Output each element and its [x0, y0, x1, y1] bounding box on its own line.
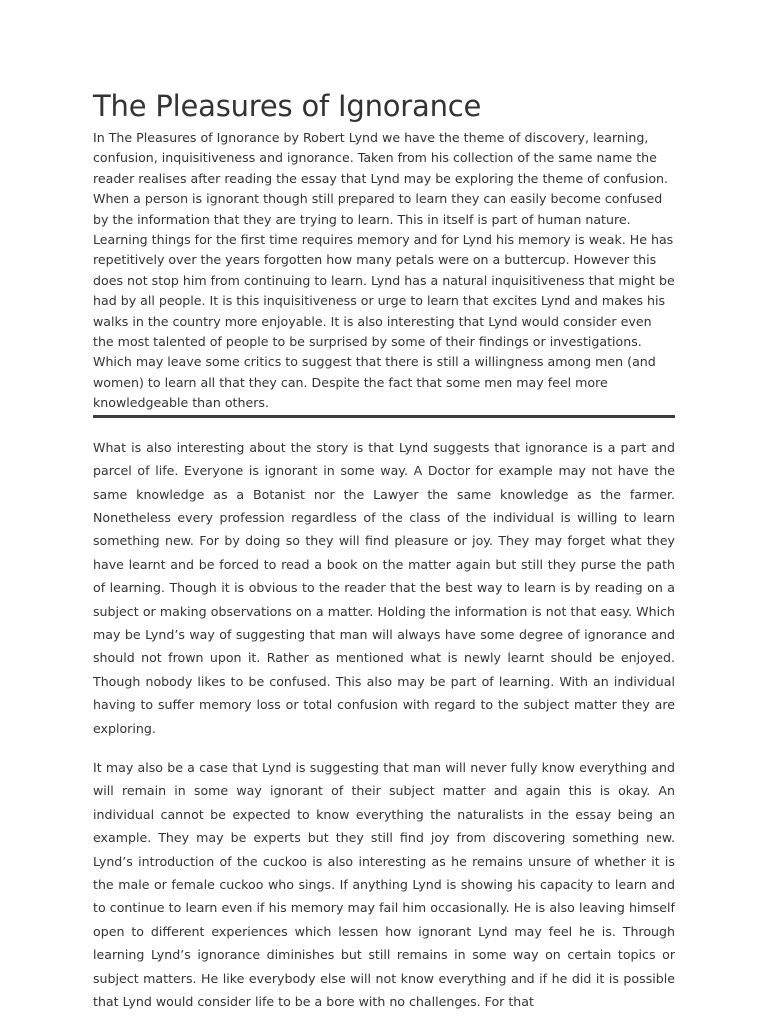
intro-paragraph: In The Pleasures of Ignorance by Robert Lynd we have the theme of discovery, learning, confusion, inquisitiveness and ignorance. Taken from his collection of the same name the reader realises after reading the essay that Lynd may be exploring the theme of confusion. When a person is ignorant though still prepared to learn they can easily become confused by the information that they are trying to learn. This in itself is part of human nature. Learning things for the first time requires memory and for Lynd his memory is weak. He has repetitively over the years forgotten how many petals were on a buttercup. However this does not stop him from continuing to learn. Lynd has a natural inquisitiveness that might be had by all people. It is this inquisitiveness or urge to learn that excites Lynd and makes his walks in the country more enjoyable. It is also interesting that Lynd would consider even the most talented of people to be surprised by some of their findings or investigations. Which may leave some critics to suggest that there is still a willingness among men (and women) to learn all that they can. Despite the fact that some men may feel more knowledgeable than others.	[93, 128, 675, 418]
body-paragraph-1: What is also interesting about the story is that Lynd suggests that ignorance is a part and parcel of life. Everyone is ignorant in some way. A Doctor for example may not have the same knowledge as a Botanist nor the Lawyer the same knowledge as the farmer. Nonetheless every profession regardless of the class of the individual is willing to learn something new. For by doing so they will find pleasure or joy. They may forget what they have learnt and be forced to read a book on the matter again but still they purse the path of learning. Though it is obvious to the reader that the best way to learn is by reading on a subject or making observations on a matter. Holding the information is not that easy. Which may be Lynd’s way of suggesting that man will always have some degree of ignorance and should not frown upon it. Rather as mentioned what is newly learnt should be enjoyed. Though nobody likes to be confused. This also may be part of learning. With an individual having to suffer memory loss or total confusion with regard to the subject matter they are exploring.	[93, 439, 675, 736]
body-paragraph-2: It may also be a case that Lynd is suggesting that man will never fully know everything and will remain in some way ignorant of their subject matter and again this is okay. An individual cannot be expected to know everything the naturalists in the essay being an example. They may be experts but they still find joy from discovering something new. Lynd’s introduction of the cuckoo is also interesting as he remains unsure of whether it is the male or female cuckoo who sings. If anything Lynd is showing his capacity to learn and to continue to learn even if his memory may fail him occasionally. He is also leaving himself open to different experiences which lessen how ignorant Lynd may feel he is. Through learning Lynd’s ignorance diminishes but still remains in some way on certain topics or subject matters. He like everybody else will not know everything and if he did it is possible that Lynd would consider life to be a bore with no challenges. For that	[93, 759, 675, 1010]
document-title: The Pleasures of Ignorance	[93, 89, 482, 123]
document-page	[93, 84, 675, 1013]
